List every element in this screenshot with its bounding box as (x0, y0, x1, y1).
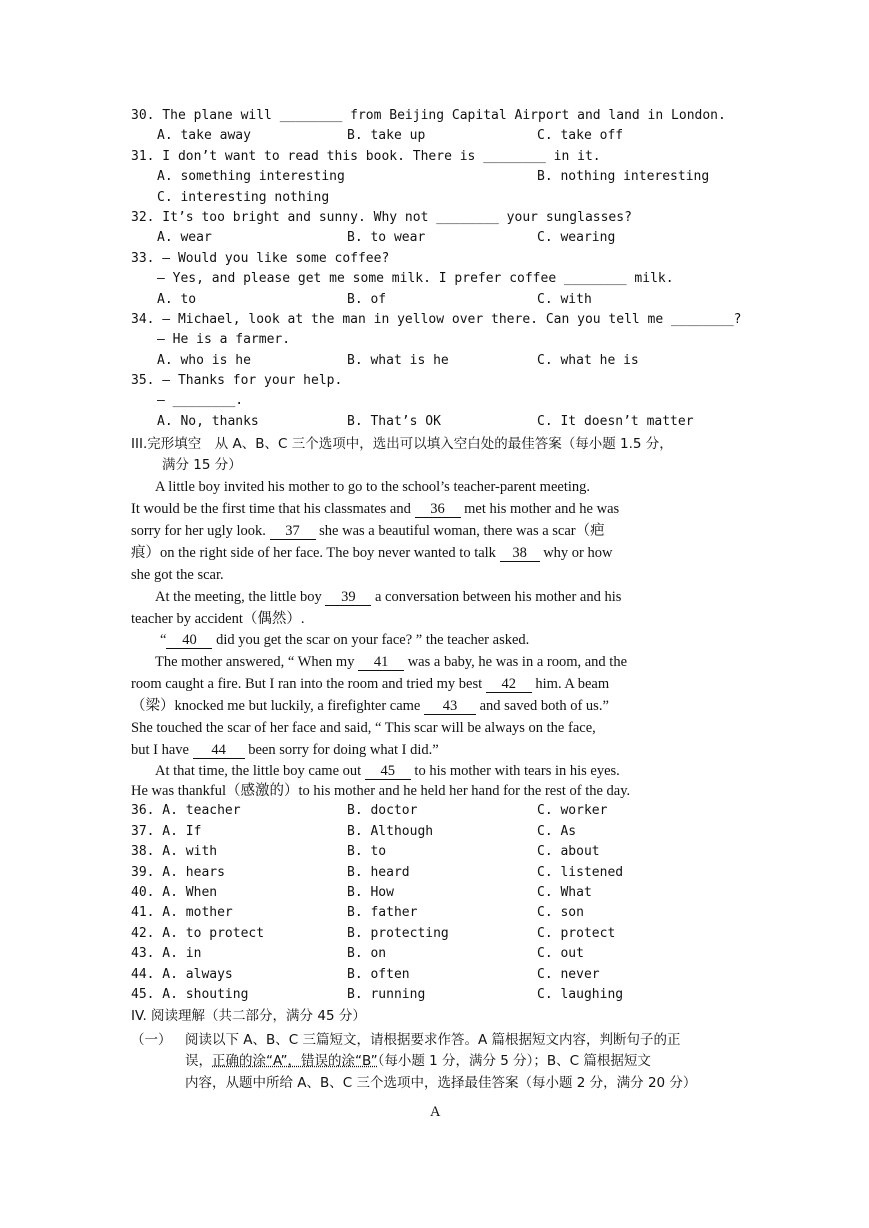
cloze-heading-cont: 满分 15 分） (162, 457, 242, 473)
option-row-36-a: 36. A. teacher (131, 803, 241, 818)
question-32-stem: 32. It’s too bright and sunny. Why not ________ your sunglasses? (131, 210, 632, 225)
option-row-43-c: C. out (537, 946, 584, 961)
question-35-stem: 35. — Thanks for your help. (131, 373, 343, 388)
passage-line: It would be the first time that his classmates and 36 met his mother and he was (131, 501, 620, 517)
question-33-option-a: A. to (157, 292, 197, 307)
question-34-option-b: B. what is he (347, 353, 449, 368)
question-35-option-c: C. It doesn’t matter (537, 414, 694, 429)
option-row-39-c: C. listened (537, 865, 624, 880)
option-row-44-c: C. never (537, 967, 600, 982)
option-row-42-c: C. protect (537, 926, 616, 941)
option-row-38-c: C. about (537, 844, 600, 859)
question-35-stem-reply: — ________. (157, 393, 244, 408)
option-row-39-a: 39. A. hears (131, 865, 225, 880)
passage-line: （梁）knocked me but luckily, a firefighter came 43 and saved both of us.” (131, 698, 609, 714)
question-33-stem: 33. — Would you like some coffee? (131, 251, 390, 266)
blank-45: 45 (365, 763, 411, 780)
option-row-37-b: B. Although (347, 824, 434, 839)
question-31-option-c: C. interesting nothing (157, 190, 330, 205)
passage-line: she got the scar. (131, 567, 224, 583)
option-row-40-b: B. How (347, 885, 394, 900)
option-row-43-b: B. on (347, 946, 387, 961)
passage-line: “ 40 did you get the scar on your face? ” the teacher asked. (160, 632, 530, 648)
passage-line: The mother answered, “ When my 41 was a baby, he was in a room, and the (155, 654, 628, 670)
question-32-option-a: A. wear (157, 230, 212, 245)
option-row-37-c: C. As (537, 824, 577, 839)
passage-a-label: A (430, 1104, 441, 1120)
option-row-43-a: 43. A. in (131, 946, 202, 961)
blank-42: 42 (486, 676, 532, 693)
reading-instruction-line: 阅读以下 A、B、C 三篇短文，请根据要求作答。A 篇根据短文内容，判断句子的正 (185, 1032, 681, 1048)
question-32-option-b: B. to wear (347, 230, 426, 245)
question-31-option-a: A. something interesting (157, 169, 345, 184)
blank-38: 38 (500, 545, 540, 562)
blank-40: 40 (166, 632, 212, 649)
cloze-heading: III.完形填空 从 A、B、C 三个选项中，选出可以填入空白处的最佳答案（每小题 1.5 分， (131, 436, 673, 452)
question-31-option-b: B. nothing interesting (537, 169, 710, 184)
passage-line: She touched the scar of her face and said, “ This scar will be always on the face, (131, 720, 596, 736)
passage-line: He was thankful（感激的）to his mother and he held her hand for the rest of the day. (131, 783, 631, 799)
question-33-option-c: C. with (537, 292, 592, 307)
question-34-option-c: C. what he is (537, 353, 639, 368)
passage-line: teacher by accident（偶然）. (131, 611, 305, 627)
blank-39: 39 (325, 589, 371, 606)
reading-part-label: （一） (131, 1032, 172, 1048)
blank-44: 44 (193, 742, 245, 759)
option-row-42-a: 42. A. to protect (131, 926, 265, 941)
option-row-36-b: B. doctor (347, 803, 418, 818)
blank-41: 41 (358, 654, 404, 671)
passage-line: At that time, the little boy came out 45 to his mother with tears in his eyes. (155, 763, 620, 779)
option-row-36-c: C. worker (537, 803, 608, 818)
option-row-41-c: C. son (537, 905, 584, 920)
question-32-option-c: C. wearing (537, 230, 616, 245)
question-30-stem: 30. The plane will ________ from Beijing Capital Airport and land in London. (131, 108, 726, 123)
question-35-option-b: B. That’s OK (347, 414, 441, 429)
option-row-37-a: 37. A. If (131, 824, 202, 839)
question-34-stem: 34. — Michael, look at the man in yellow over there. Can you tell me ________? (131, 312, 742, 327)
option-row-42-b: B. protecting (347, 926, 449, 941)
option-row-38-a: 38. A. with (131, 844, 218, 859)
option-row-41-b: B. father (347, 905, 418, 920)
question-30-option-b: B. take up (347, 128, 426, 143)
passage-line: room caught a fire. But I ran into the room and tried my best 42 him. A beam (131, 676, 610, 692)
reading-heading: IV. 阅读理解（共二部分，满分 45 分） (131, 1008, 366, 1024)
question-30-option-c: C. take off (537, 128, 624, 143)
option-row-39-b: B. heard (347, 865, 410, 880)
option-row-45-c: C. laughing (537, 987, 624, 1002)
blank-43: 43 (424, 698, 476, 715)
reading-instruction-line: 内容，从题中所给 A、B、C 三个选项中，选择最佳答案（每小题 2 分，满分 20 分） (185, 1075, 697, 1091)
passage-line: but I have 44 been sorry for doing what I did.” (131, 742, 439, 758)
option-row-38-b: B. to (347, 844, 387, 859)
option-row-44-a: 44. A. always (131, 967, 233, 982)
question-34-option-a: A. who is he (157, 353, 251, 368)
option-row-45-a: 45. A. shouting (131, 987, 249, 1002)
answer-marking-rule: 正确的涂“A”，错误的涂“B” (212, 1053, 378, 1069)
option-row-41-a: 41. A. mother (131, 905, 233, 920)
question-30-option-a: A. take away (157, 128, 251, 143)
question-35-option-a: A. No, thanks (157, 414, 259, 429)
option-row-44-b: B. often (347, 967, 410, 982)
passage-line: At the meeting, the little boy 39 a conversation between his mother and his (155, 589, 622, 605)
option-row-40-c: C. What (537, 885, 592, 900)
question-33-option-b: B. of (347, 292, 387, 307)
question-34-stem-reply: — He is a farmer. (157, 332, 291, 347)
blank-37: 37 (270, 523, 316, 540)
blank-36: 36 (415, 501, 461, 518)
question-33-stem-reply: — Yes, and please get me some milk. I prefer coffee ________ milk. (157, 271, 674, 286)
option-row-45-b: B. running (347, 987, 426, 1002)
passage-line: A little boy invited his mother to go to the school’s teacher-parent meeting. (155, 479, 591, 495)
option-row-40-a: 40. A. When (131, 885, 218, 900)
passage-line: 痕）on the right side of her face. The boy never wanted to talk 38 why or how (131, 545, 613, 561)
question-31-stem: 31. I don’t want to read this book. There is ________ in it. (131, 149, 601, 164)
passage-line: sorry for her ugly look. 37 she was a beautiful woman, there was a scar（疤 (131, 523, 605, 539)
reading-instruction-line: 误，正确的涂“A”，错误的涂“B”（每小题 1 分，满分 5 分）；B、C 篇根据短文 (185, 1053, 651, 1069)
